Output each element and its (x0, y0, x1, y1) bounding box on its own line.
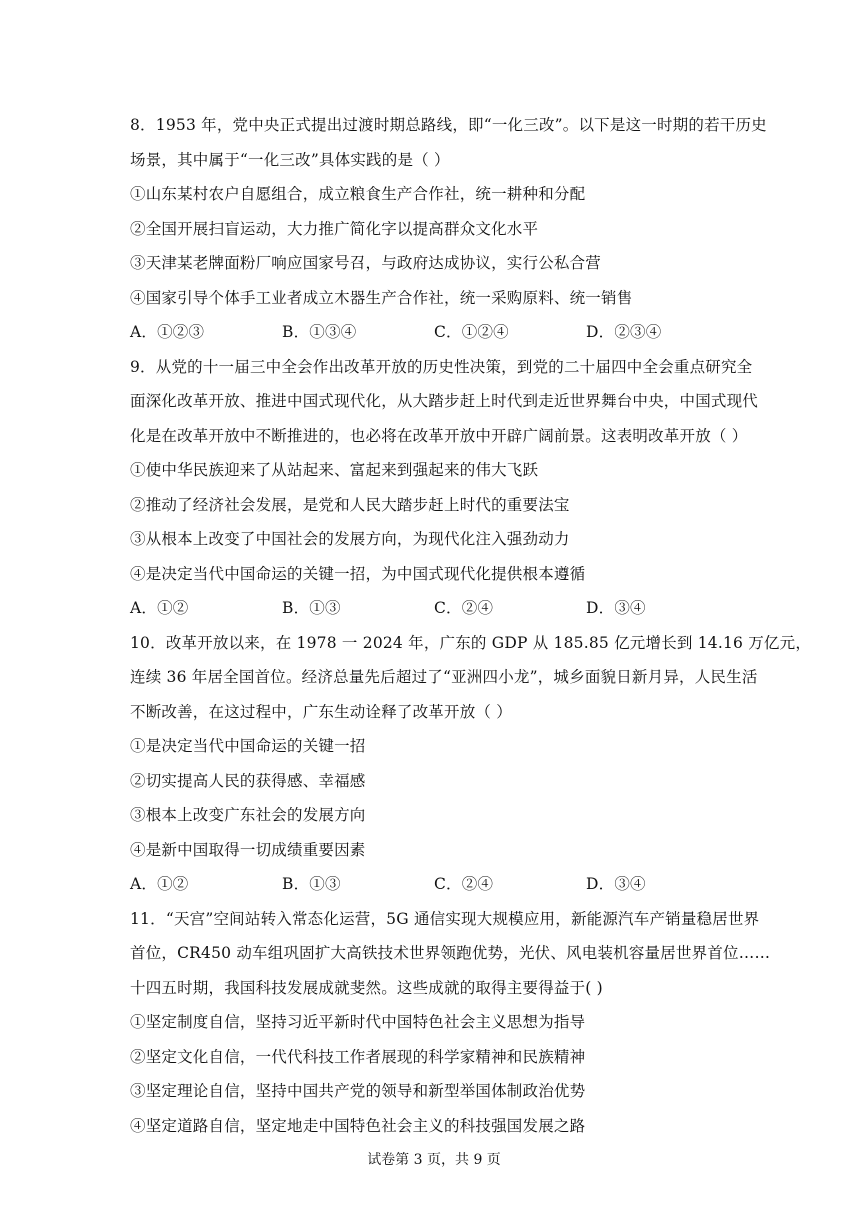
option-d: D．③④ (586, 875, 646, 893)
answer-options (130, 591, 740, 626)
choice-item: ③坚定理论自信，坚持中国共产党的领导和新型举国体制政治优势 (130, 1082, 586, 1100)
question-list (130, 108, 812, 1143)
choice-item: ②全国开展扫盲运动，大力推广简化字以提高群众文化水平 (130, 219, 539, 238)
question-stem-line: 面深化改革开放、推进中国式现代化，从大踏步赶上时代到走近世界舞台中央，中国式现代 (130, 392, 759, 410)
question-stem-line: 连续 36 年居全国首位。经济总量先后超过了“亚洲四小龙”，城乡面貌日新月异，人民生活 (130, 668, 758, 686)
answer-options (130, 315, 740, 350)
question-stem-line: 场景，其中属于“一化三改”具体实践的是（ ） (130, 150, 450, 169)
question-stem-line: 11．“天宫”空间站转入常态化运营，5G 通信实现大规模应用，新能源汽车产销量稳居世界 (130, 909, 760, 928)
question-8 (130, 108, 767, 350)
question-stem-line: 化是在改革开放中不断推进的，也必将在改革开放中开辟广阔前景。这表明改革开放（ ） (130, 426, 748, 445)
choice-item: ③从根本上改变了中国社会的发展方向，为现代化注入强劲动力 (130, 530, 570, 548)
option-d: D．③④ (586, 599, 646, 617)
question-stem-line: 不断改善，在这过程中，广东生动诠释了改革开放（ ） (130, 702, 512, 721)
choice-item: ④坚定道路自信，坚定地走中国特色社会主义的科技强国发展之路 (130, 1116, 586, 1135)
choice-item: ③根本上改变广东社会的发展方向 (130, 806, 366, 824)
option-a: A．①② (130, 875, 189, 893)
choice-item: ②推动了经济社会发展，是党和人民大踏步赶上时代的重要法宝 (130, 495, 570, 514)
option-b: B．①③④ (282, 323, 357, 341)
option-b: B．①③ (282, 875, 341, 893)
answer-options (130, 867, 740, 902)
choice-item: ①是决定当代中国命运的关键一招 (130, 737, 366, 755)
choice-item: ②坚定文化自信，一代代科技工作者展现的科学家精神和民族精神 (130, 1047, 586, 1066)
option-a: A．①② (130, 599, 189, 617)
choice-item: ④国家引导个体手工业者成立木器生产合作社，统一采购原料、统一销售 (130, 288, 633, 307)
choice-item: ④是新中国取得一切成绩重要因素 (130, 840, 366, 859)
choice-item: ①山东某村农户自愿组合，成立粮食生产合作社，统一耕种和分配 (130, 185, 586, 203)
choice-item: ①使中华民族迎来了从站起来、富起来到强起来的伟大飞跃 (130, 461, 539, 479)
question-9 (130, 350, 759, 626)
question-stem-line: 9．从党的十一届三中全会作出改革开放的历史性决策，到党的二十届四中全会重点研究全 (130, 357, 753, 376)
question-10 (130, 626, 812, 902)
question-stem-line: 十四五时期，我国科技发展成就斐然。这些成就的取得主要得益于( ) (130, 978, 603, 997)
choice-item: ①坚定制度自信，坚持习近平新时代中国特色社会主义思想为指导 (130, 1013, 586, 1031)
choice-item: ②切实提高人民的获得感、幸福感 (130, 771, 366, 790)
question-11 (130, 902, 771, 1144)
question-stem-line: 首位，CR450 动车组巩固扩大高铁技术世界领跑优势，光伏、风电装机容量居世界首位…… (130, 944, 771, 962)
option-c: C．②④ (434, 599, 494, 617)
option-c: C．②④ (434, 875, 494, 893)
choice-item: ④是决定当代中国命运的关键一招，为中国式现代化提供根本遵循 (130, 564, 586, 583)
question-stem-line: 10．改革开放以来，在 1978 一 2024 年，广东的 GDP 从 185.85 亿元增长到 14.16 万亿元， (130, 633, 812, 652)
option-a: A．①②③ (130, 323, 205, 341)
choice-item: ③天津某老牌面粉厂响应国家号召，与政府达成协议，实行公私合营 (130, 254, 602, 272)
option-d: D．②③④ (586, 323, 662, 341)
page-footer: 试卷第 3 页，共 9 页 (367, 1152, 501, 1168)
option-c: C．①②④ (434, 323, 509, 341)
option-b: B．①③ (282, 599, 341, 617)
question-stem-line: 8．1953 年，党中央正式提出过渡时期总路线，即“一化三改”。以下是这一时期的若干历史 (130, 116, 767, 134)
